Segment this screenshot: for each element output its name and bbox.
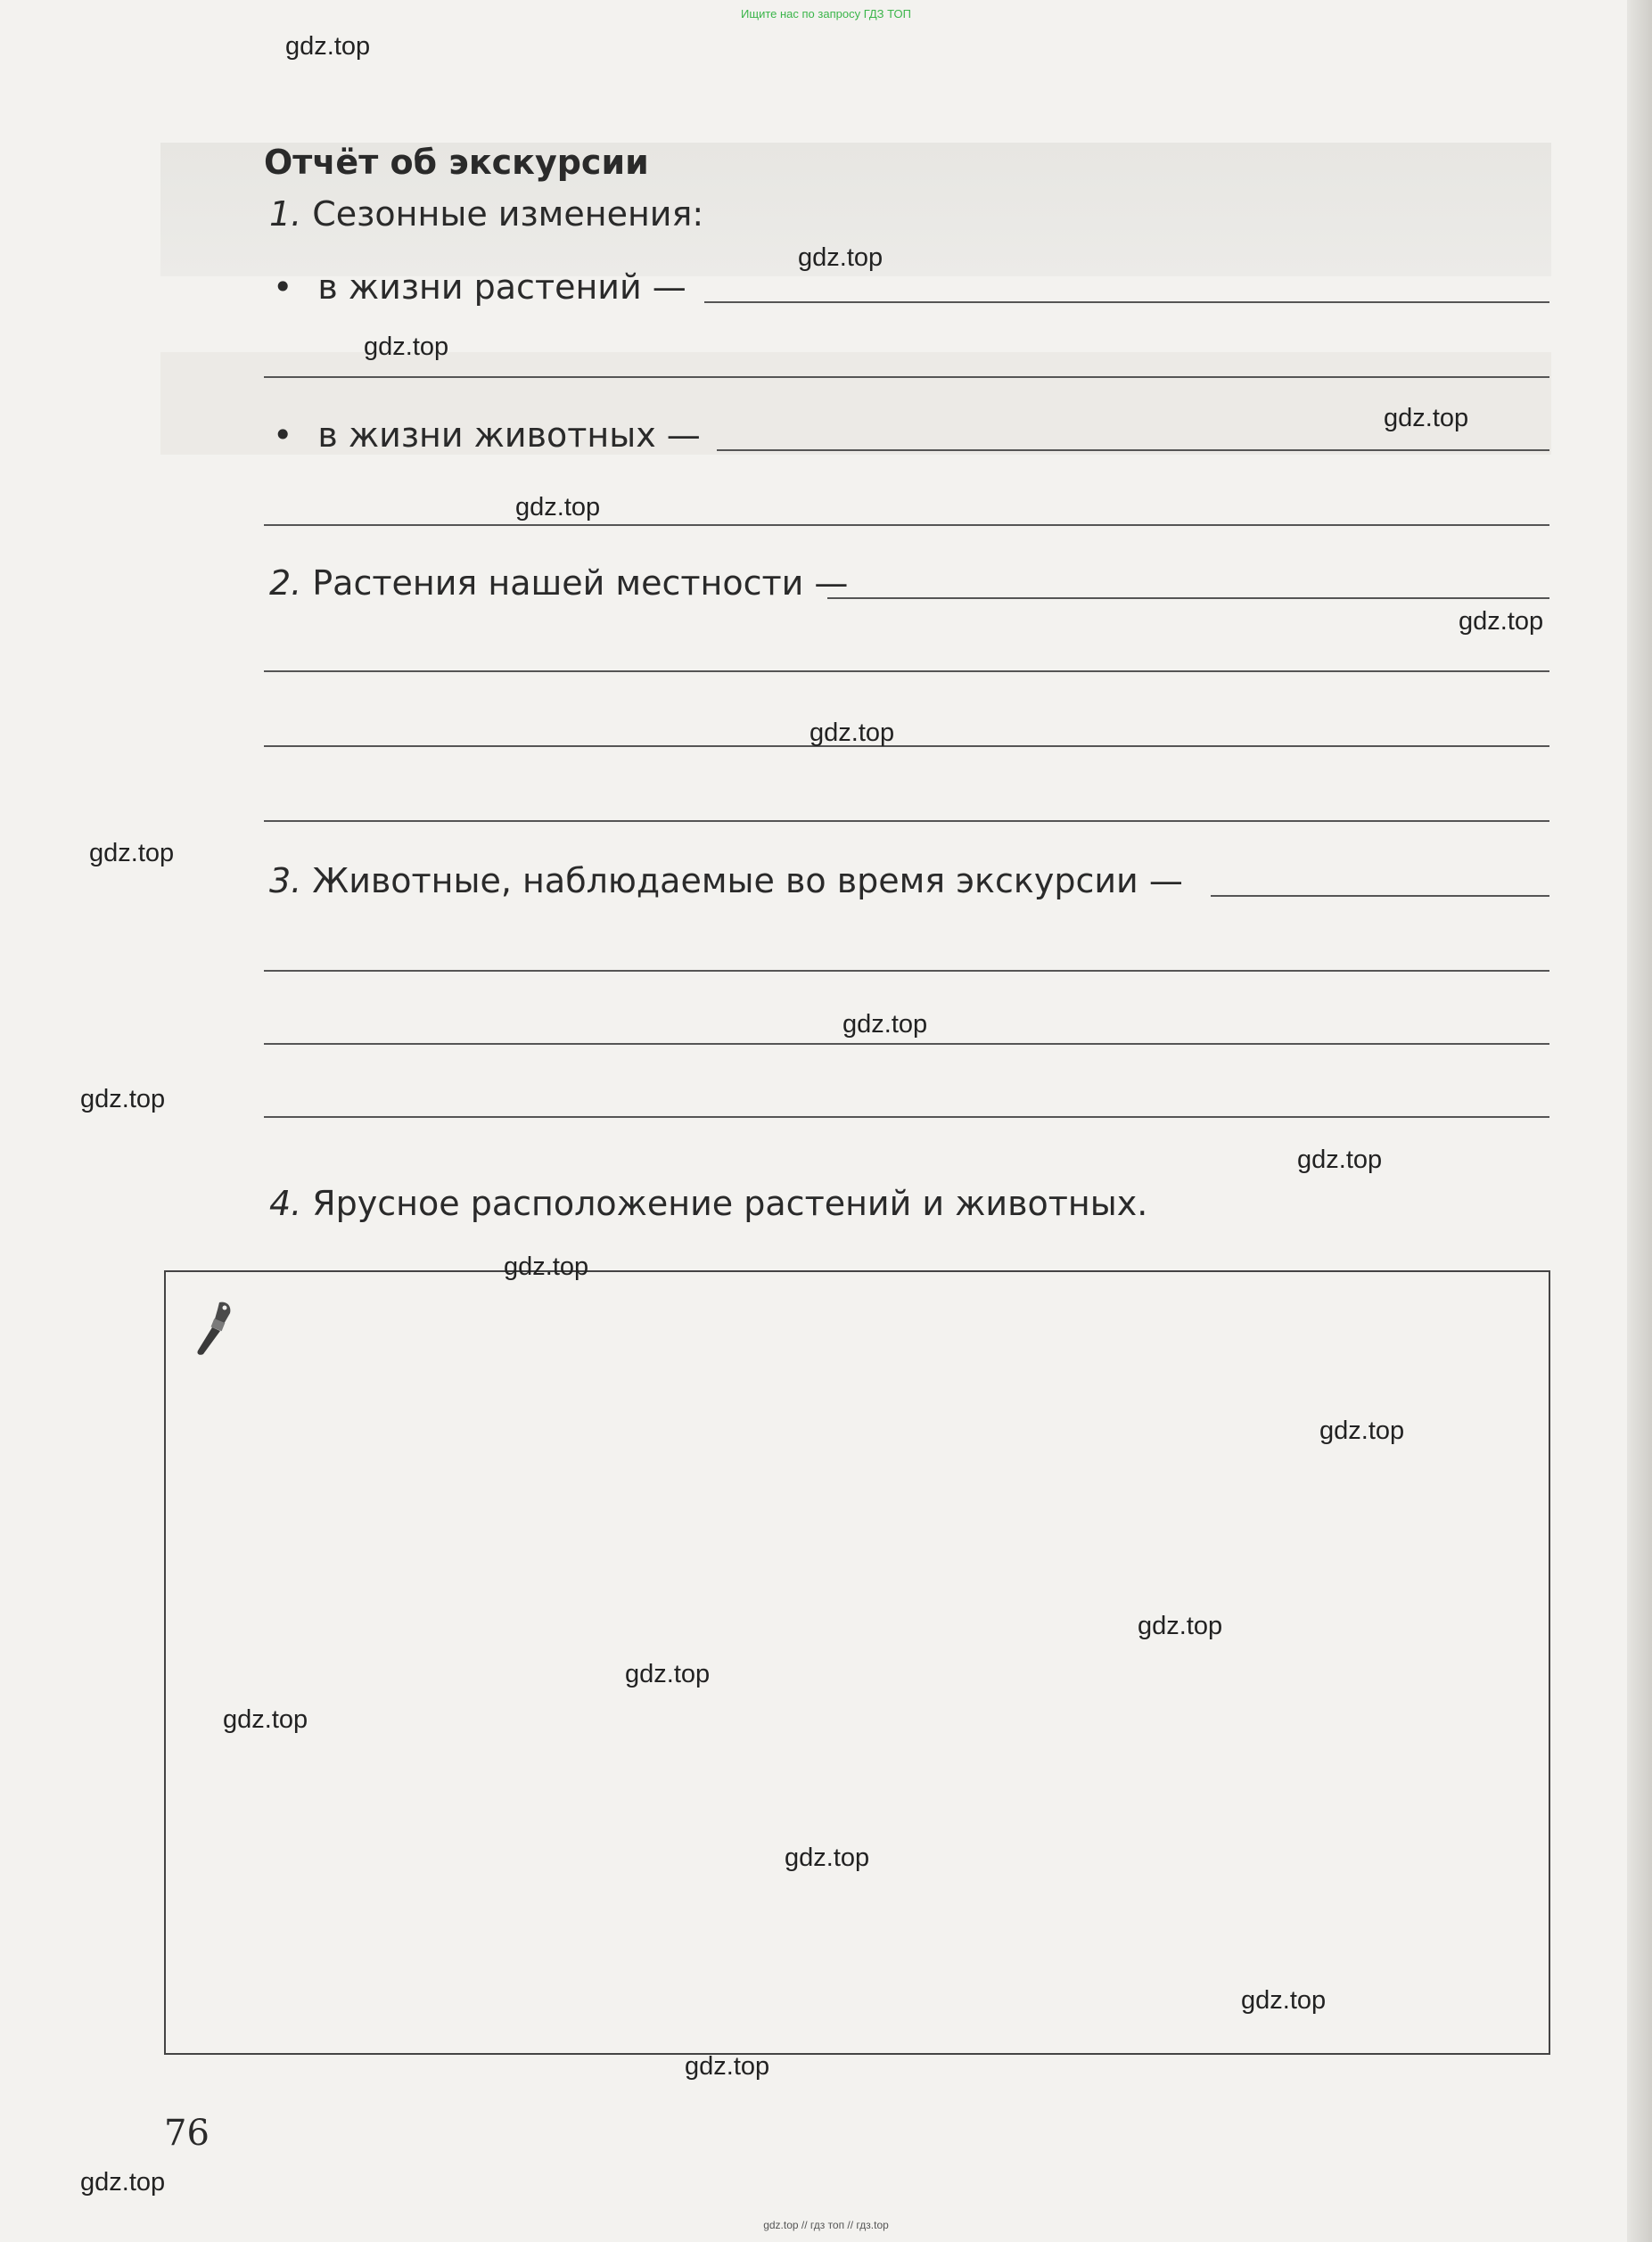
- answer-line[interactable]: [704, 301, 1549, 303]
- watermark: gdz.top: [625, 1660, 711, 1688]
- bullet-dot: •: [273, 267, 293, 307]
- answer-line[interactable]: [1211, 895, 1549, 897]
- watermark: gdz.top: [1459, 607, 1544, 636]
- section-2: [269, 563, 848, 603]
- report-title: Отчёт об экскурсии: [264, 143, 649, 182]
- answer-line[interactable]: [264, 970, 1549, 972]
- answer-line[interactable]: [264, 1043, 1549, 1045]
- top-note: Ищите нас по запросу ГДЗ ТОП: [741, 7, 911, 21]
- answer-line[interactable]: [264, 745, 1549, 747]
- answer-line[interactable]: [264, 670, 1549, 672]
- answer-line[interactable]: [827, 597, 1549, 599]
- watermark: gdz.top: [80, 1085, 166, 1113]
- watermark: gdz.top: [1138, 1612, 1223, 1640]
- scan-edge: [1627, 0, 1652, 2242]
- section-3-label: Животные, наблюдаемые во время экскурсии —: [312, 861, 1183, 900]
- section-3: [269, 861, 1183, 900]
- watermark: gdz.top: [89, 839, 175, 867]
- section-1-number: 1.: [269, 194, 302, 234]
- section-4: [269, 1184, 1147, 1223]
- watermark: gdz.top: [1384, 404, 1469, 432]
- bullet-dot: •: [273, 415, 293, 455]
- watermark: gdz.top: [1241, 1986, 1327, 2015]
- section-2-number: 2.: [269, 563, 302, 603]
- watermark: gdz.top: [1297, 1146, 1383, 1174]
- answer-line[interactable]: [264, 1116, 1549, 1118]
- bullet-animals-label: в жизни животных —: [317, 415, 701, 455]
- watermark: gdz.top: [842, 1010, 928, 1039]
- watermark: gdz.top: [685, 2052, 770, 2081]
- section-1-label: Сезонные изменения:: [312, 194, 704, 234]
- bullet-plants-label: в жизни растений —: [317, 267, 686, 307]
- watermark: gdz.top: [223, 1705, 308, 1734]
- bullet-plants: [273, 267, 686, 307]
- watermark: gdz.top: [785, 1844, 870, 1872]
- answer-line[interactable]: [264, 524, 1549, 526]
- section-2-label: Растения нашей местности —: [312, 563, 849, 603]
- watermark: gdz.top: [364, 333, 449, 361]
- watermark: gdz.top: [1319, 1417, 1405, 1445]
- answer-line[interactable]: [717, 449, 1549, 451]
- brush-icon: [193, 1299, 234, 1358]
- watermark: gdz.top: [798, 243, 884, 272]
- answer-line[interactable]: [264, 376, 1549, 378]
- watermark: gdz.top: [504, 1252, 589, 1281]
- watermark: gdz.top: [810, 719, 895, 747]
- footer-note: gdz.top // гдз топ // гдз.top: [763, 2219, 889, 2231]
- bullet-animals: [273, 415, 701, 455]
- page-number: 76: [164, 2113, 210, 2154]
- section-4-number: 4.: [269, 1184, 302, 1223]
- watermark: gdz.top: [515, 493, 601, 521]
- drawing-area[interactable]: [164, 1270, 1550, 2055]
- answer-line[interactable]: [264, 820, 1549, 822]
- section-1: [269, 194, 703, 234]
- watermark: gdz.top: [285, 32, 371, 61]
- section-4-label: Ярусное расположение растений и животных.: [312, 1184, 1148, 1223]
- watermark: gdz.top: [80, 2168, 166, 2197]
- section-3-number: 3.: [269, 861, 302, 900]
